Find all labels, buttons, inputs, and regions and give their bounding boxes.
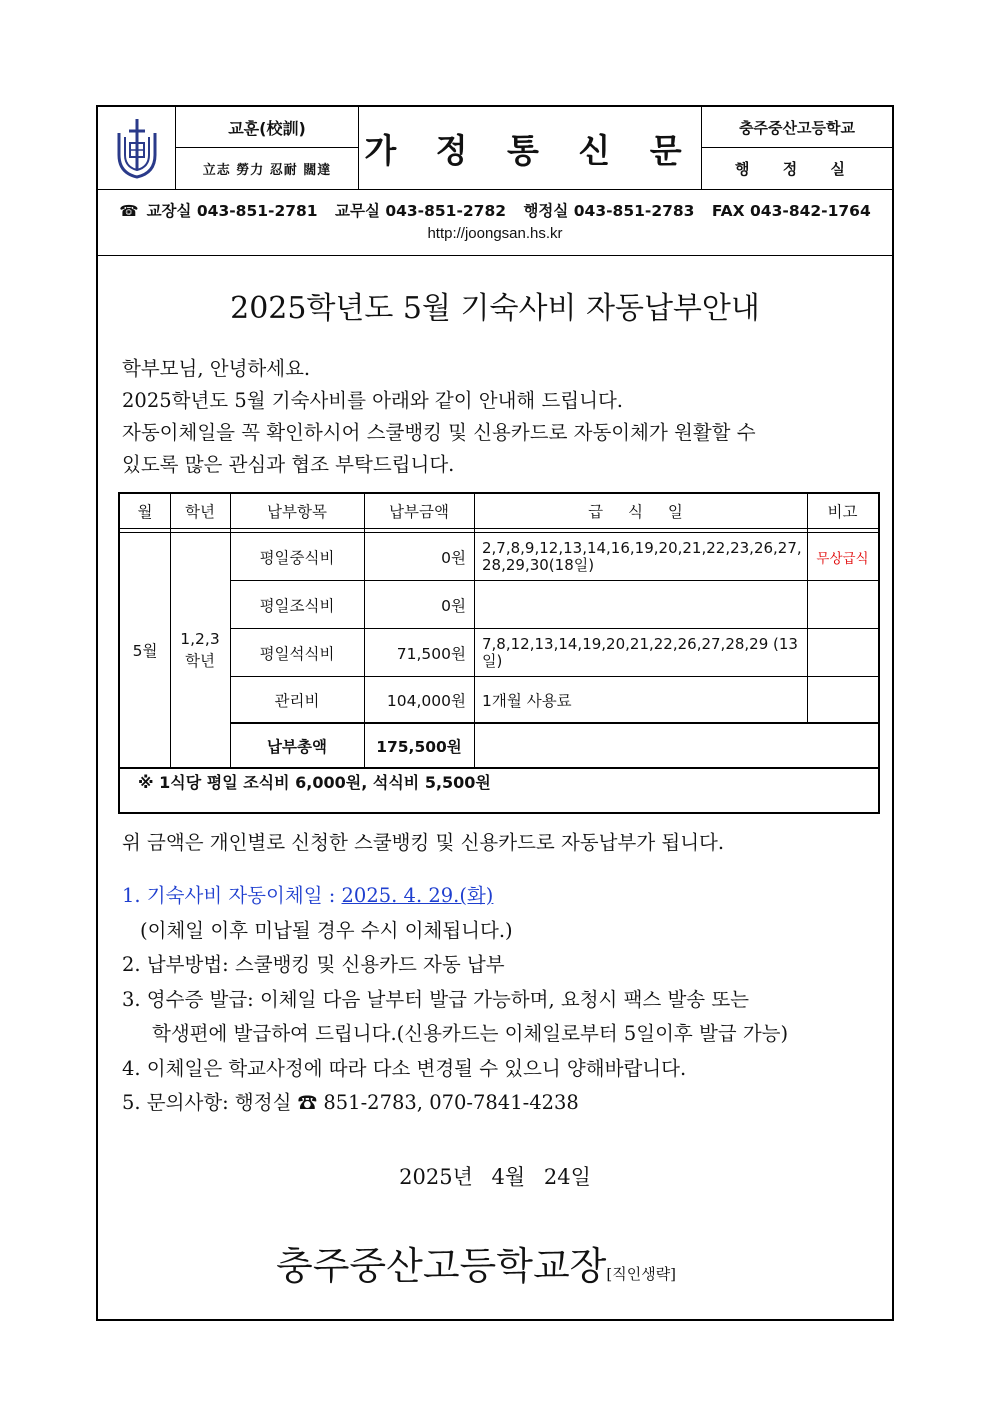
row-dinner-amount: 71,500원 <box>396 644 466 663</box>
letter-header <box>98 107 892 190</box>
total-amount: 175,500원 <box>376 737 462 756</box>
item1-label: 1. 기숙사비 자동이체일 : <box>122 884 342 907</box>
seal-omitted: [직인생략] <box>606 1265 677 1283</box>
row-dinner-item: 평일석식비 <box>259 644 335 663</box>
meal-price-footnote: ※ 1식당 평일 조식비 6,000원, 석식비 5,500원 <box>138 773 491 792</box>
item-receipt-line2: 학생편에 발급하여 드립니다.(신용카드는 이체일로부터 5일이후 발급 가능) <box>152 1022 789 1045</box>
signature <box>276 1235 676 1290</box>
col-header-note: 비고 <box>827 503 858 521</box>
item1-subnote: (이체일 이후 미납될 경우 수시 이체됩니다.) <box>140 918 513 942</box>
item-transfer-date <box>122 879 788 914</box>
grade-numbers: 1,2,3 <box>180 630 220 648</box>
school-name: 충주중산고등학교 <box>739 118 855 137</box>
notice-items <box>122 879 788 1121</box>
col-header-amount: 납부금액 <box>389 503 449 521</box>
intro-paragraph <box>122 353 862 481</box>
issue-date: 2025년 4월 24일 <box>399 1165 591 1189</box>
academic-phone: 교무실 043-851-2782 <box>335 202 507 220</box>
grade-label: 학년 <box>185 652 215 670</box>
row-management-item: 관리비 <box>274 691 320 710</box>
school-logo <box>98 107 175 189</box>
principal-phone: 교장실 043-851-2781 <box>146 202 318 220</box>
row-management-note <box>807 677 878 722</box>
item-receipt-line1: 3. 영수증 발급: 이체일 다음 날부터 발급 가능하며, 요청시 팩스 발송 또는 <box>122 987 749 1011</box>
row-lunch-dates: 2,7,8,9,12,13,14,16,19,20,21,22,23,26,27, 28,29,30(18일) <box>482 538 802 574</box>
document-frame <box>96 105 894 1321</box>
intro-line: 자동이체일을 꼭 확인하시어 스쿨뱅킹 및 신용카드로 자동이체가 원활할 수 <box>122 421 756 444</box>
document-title: 2025학년도 5월 기숙사비 자동납부안내 <box>230 291 760 326</box>
row-breakfast-note <box>807 581 878 628</box>
row-breakfast-amount: 0원 <box>441 596 466 615</box>
col-header-month: 월 <box>137 503 153 521</box>
col-header-item: 납부항목 <box>267 503 327 521</box>
intro-line: 있도록 많은 관심과 협조 부탁드립니다. <box>122 453 455 476</box>
free-meal-badge: 무상급식 <box>816 550 869 567</box>
intro-line: 학부모님, 안녕하세요. <box>122 357 311 380</box>
row-dinner-dates: 7,8,12,13,14,19,20,21,22,26,27,28,29 (13일) <box>482 634 798 670</box>
fee-table <box>118 492 880 814</box>
phone-icon: ☎ <box>119 202 139 220</box>
office-name: 행 정 실 <box>735 160 859 178</box>
newsletter-title: 가 정 통 신 문 <box>364 130 696 170</box>
item5-numbers: 851-2783, 070-7841-4238 <box>323 1091 579 1114</box>
admin-phone: 행정실 043-851-2783 <box>523 202 695 220</box>
grade-cell <box>170 533 230 767</box>
item-payment-method: 2. 납부방법: 스쿨뱅킹 및 신용카드 자동 납부 <box>122 953 505 976</box>
row-lunch-amount: 0원 <box>441 548 466 567</box>
payment-notice: 위 금액은 개인별로 신청한 스쿨뱅킹 및 신용카드로 자동납부가 됩니다. <box>122 831 725 854</box>
row-management-dates: 1개월 사용료 <box>482 691 572 710</box>
contact-info <box>98 189 892 256</box>
row-management-amount: 104,000원 <box>386 691 466 710</box>
motto-text: 立志 勞力 忍耐 闊達 <box>202 163 332 178</box>
total-label: 납부총액 <box>267 737 327 756</box>
item-date-change: 4. 이체일은 학교사정에 따라 다소 변경될 수 있으니 양해바랍니다. <box>122 1056 687 1080</box>
motto-label: 교훈(校訓) <box>228 118 306 138</box>
item-inquiry <box>122 1086 788 1121</box>
row-lunch-item: 평일중식비 <box>259 548 335 567</box>
fax-number: FAX 043-842-1764 <box>711 202 871 220</box>
col-header-meal-days: 급 식 일 <box>588 503 693 521</box>
school-url[interactable]: http://joongsan.hs.kr <box>427 225 563 242</box>
row-dinner-note <box>807 629 878 676</box>
phone-icon: ☎ <box>297 1091 318 1114</box>
row-breakfast-item: 평일조식비 <box>259 596 335 615</box>
principal-title: 충주중산고등학교장 <box>276 1244 607 1288</box>
school-emblem-icon <box>113 117 161 179</box>
month-cell: 5월 <box>132 642 158 660</box>
row-breakfast-dates <box>474 581 807 628</box>
item1-date: 2025. 4. 29.(화) <box>341 884 494 907</box>
col-header-grade: 학년 <box>185 503 215 521</box>
intro-line: 2025학년도 5월 기숙사비를 아래와 같이 안내해 드립니다. <box>122 389 623 412</box>
item5-label: 5. 문의사항: 행정실 <box>122 1091 292 1114</box>
